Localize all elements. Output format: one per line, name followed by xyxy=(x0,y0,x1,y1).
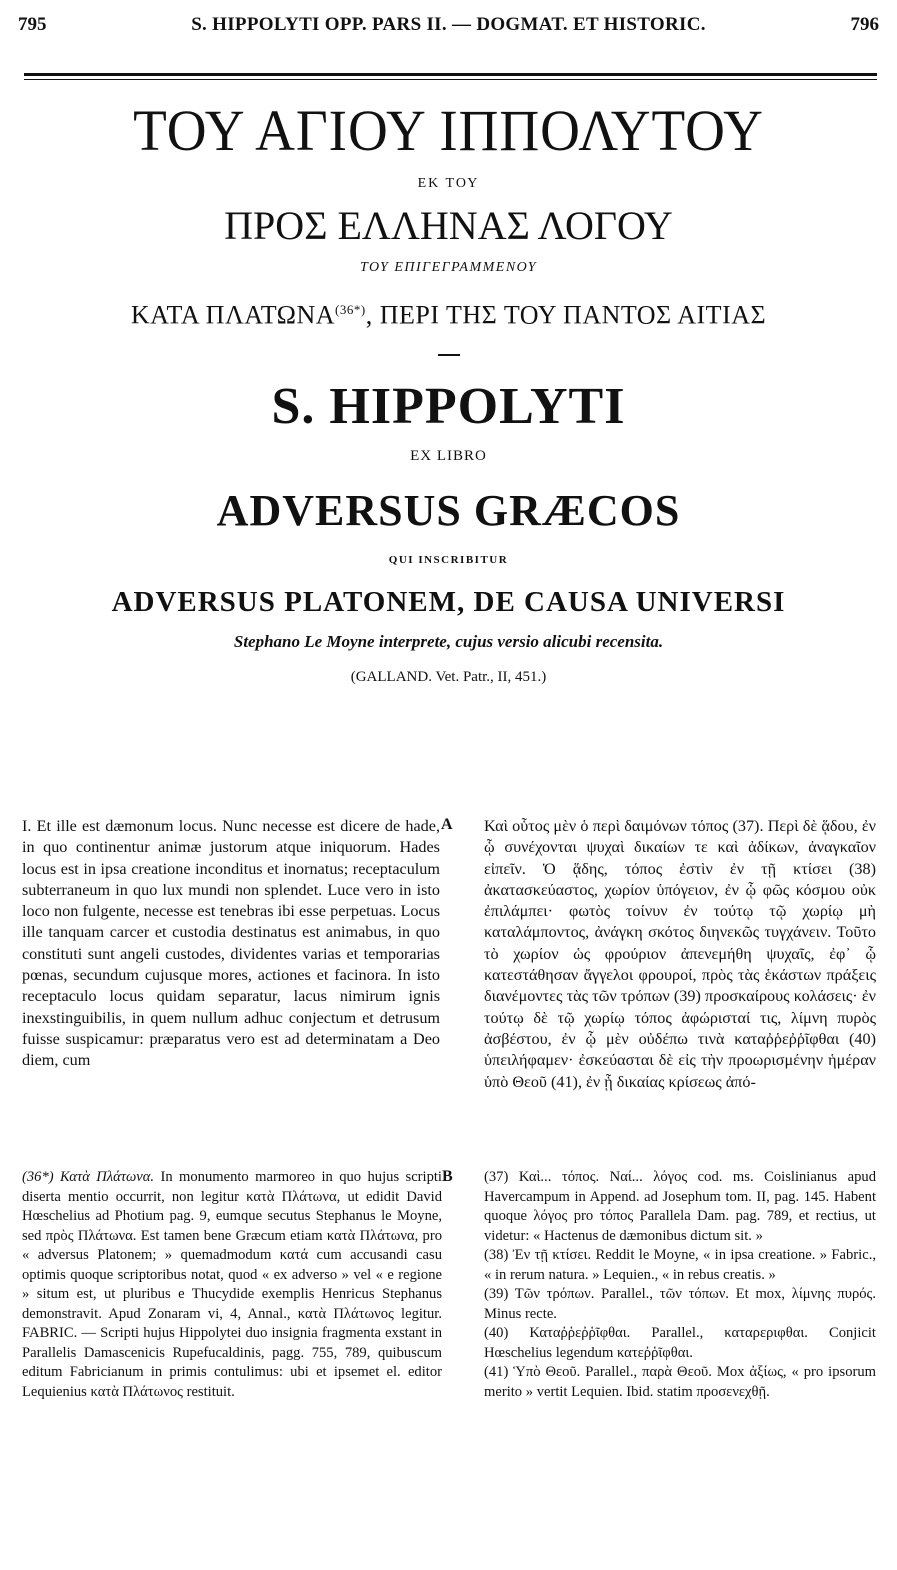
greek-epigr: ΤΟΥ ΕΠΙΓΕΓΡΑΜΜΕΝΟΥ xyxy=(359,260,537,275)
greek-kata xyxy=(0,290,897,336)
footnote-36-text: In monumento marmoreo in quo hujus scripti diserta mentio occurrit, non legitur κατὰ Πλάτωνα, ut edidit David Hœschelius ad Photium pag. 9, eumque secutus Stephanus le Moyne, sed πρὸς Πλάτωνα. Est tamen bene Græcum etiam κατὰ Πλάτωνα, pro « adversus Platonem; » quemadmodum κατά cum accusandi casu optimis quoque scriptoribus notat, quod « ex adverso » vel « e regione » situm est, ut pluribus e Thucydide exemplis Henricus Stephanus demonstravit. Apud Zonaram vi, 4, Annal., κατὰ Πλάτωνος legitur. FABRIC. — Scripti hujus Hippolytei duo insignia fragmenta exstant in Parallelis Damascenicis Rupefucaldinis, pagg. 755, 789, quibuscum editum Fabricianum in primis contulimus: ubi et ipsemet el. editor Lequienius κατὰ Πλάτωνος restituit. xyxy=(22,1169,442,1400)
greek-kata-b: , ΠΕΡΙ ΤΗΣ ΤΟΥ ΠΑΝΤΟΣ ΑΙΤΙΑΣ xyxy=(365,300,767,330)
greek-ek: ΕΚ ΤΟΥ xyxy=(417,176,480,191)
page-number-left: 795 xyxy=(18,14,47,35)
greek-paragraph: Καὶ οὗτος μὲν ὁ περὶ δαιμόνων τόπος (37). Περὶ δὲ ᾅδου, ἐν ᾧ συνέχονται ψυχαὶ δικαίων τε καὶ ἀδίκων, ἀναγκαῖον εἰπεῖν. Ὁ ᾅδης, τόπος ἐστὶν ἐν τῇ κτίσει (38) ἀκατασκεύαστος, χωρίον ὑπόγειον, ἐν ᾧ φῶς κόσμου οὐκ ἐπιλάμπει· φωτὸς τοίνυν ἐν τούτῳ τῷ χωρίῳ μὴ καταλάμποντος, ἀνάγκη σκότος διηνεκῶς τυγχάνειν. Τοῦτο τὸ χωρίον ὡς φρούριον ἀπενεμήθη ψυχαῖς, ἐφ᾽ ᾧ κατεστάθησαν ἄγγελοι φρουροί, πρὸς τὰς ἑκάστων πράξεις διανέμοντες τὰς τῶν τρόπων (39) προσκαίρους κολάσεις· ἐν τούτῳ δὲ τῷ χωρίῳ τόπος ἀφώρισταί τις, λίμνη πυρὸς ἀσβέστου, ἐν ᾧ μὲν οὐδέπω τινὰ καταῤῥεῤῥῖφθαι (40) ὑπειλήφαμεν· ἐσκεύασται δὲ εἰς τὴν προωρισμένην ἡμέραν ὑπὸ Θεοῦ (41), ἐν ᾗ δικαίας κρίσεως ἀπό- xyxy=(484,817,876,1091)
greek-kata-a: ΚΑΤΑ ΠΛΑΤΩΝΑ xyxy=(130,300,336,330)
latin-adversus-graecos: ADVERSUS GRÆCOS xyxy=(216,485,681,535)
header-rule-thin xyxy=(24,79,877,80)
latin-adversus-platonem: ADVERSUS PLATONEM, DE CAUSA UNIVERSI xyxy=(111,585,786,618)
interpreter-note: Stephano Le Moyne interprete, cujus versio alicubi recensita. xyxy=(233,631,664,651)
footnotes-right xyxy=(484,1168,876,1402)
title-divider xyxy=(438,354,460,356)
running-header xyxy=(18,14,879,42)
running-title: S. HIPPOLYTI OPP. PARS II. — DOGMAT. ET HISTORIC. xyxy=(191,14,706,35)
greek-column xyxy=(484,816,876,1093)
margin-marker-b: B xyxy=(442,1168,453,1185)
footnote-40: (40) Καταῤῥεῤῥῖφθαι. Parallel., καταρεριφθαι. Conjicit Hœschelius legendum κατεῤῥῖφθαι. xyxy=(484,1325,876,1361)
margin-marker-a: A xyxy=(441,816,453,833)
greek-title: ΤΟΥ ΑΓΙΟΥ ΙΠΠΟΛΥΤΟΥ xyxy=(133,98,764,163)
greek-logos: ΠΡΟΣ ΕΛΛΗΝΑΣ ΛΟΓΟΥ xyxy=(224,203,673,248)
latin-column xyxy=(22,816,440,1072)
page-number-right: 796 xyxy=(850,14,879,35)
latin-paragraph: I. Et ille est dæmonum locus. Nunc necesse est dicere de hade, in quo continentur animæ justorum atque iniquorum. Hades locus est in ipsa creatione inconditus et inornatus; receptaculum subterraneum in quo lux mundi non splendet. Luce vero in isto loco non fulgente, necesse est tenebras ibi esse perpetuas. Locus ille tanquam carcer et custodia destinatus est animabus, in quo constituti sunt angeli custodes, dividentes varias et temporarias pœnas, secundum cujusque mores, actiones et facinora. In isto receptaculo locus quidam separatur, lacus nimirum ignis inexstinguibilis, in quem nullum adhuc conjectum et detrusum fuisse suspicamur: præparatus vero est ad determinatam a Deo diem, cum xyxy=(22,817,440,1070)
footnote-37: (37) Καὶ... τόπος. Ναί... λόγος cod. ms. Coislinianus apud Havercampum in Append. ad Josephum tom. II, pag. 145. Habent quoque λόγος pro τόπος Parallela Dam. pag. 789, et rectius, ut videtur: « Hactenus de dæmonibus dictum sit. » xyxy=(484,1169,876,1244)
footnote-36 xyxy=(22,1168,442,1402)
latin-exlibro: EX LIBRO xyxy=(410,447,487,464)
footnote-38: (38) Ἐν τῇ κτίσει. Reddit le Moyne, « in ipsa creatione. » Fabric., « in rerum natura. » Lequien., « in rebus creatis. » xyxy=(484,1247,876,1283)
title-block xyxy=(0,96,897,690)
galland-reference: (GALLAND. Vet. Patr., II, 451.) xyxy=(350,668,547,685)
footnote-ref-36: (36*) xyxy=(335,302,366,317)
footnote-41: (41) Ὑπὸ Θεοῦ. Parallel., παρὰ Θεοῦ. Mox ἀξίως, « pro ipsorum merito » vertit Lequien. Ibid. statim προσενεχθῇ. xyxy=(484,1364,876,1400)
footnote-36-head: (36*) Κατὰ Πλάτωνα. xyxy=(22,1169,155,1185)
header-rule xyxy=(24,73,877,76)
latin-qui-inscribitur: QUI INSCRIBITUR xyxy=(388,553,509,566)
footnote-39: (39) Τῶν τρόπων. Parallel., τῶν τόπων. Et mox, λίμνης πυρός. Minus recte. xyxy=(484,1286,876,1322)
footnotes-left xyxy=(22,1168,442,1402)
latin-title: S. HIPPOLYTI xyxy=(271,377,626,435)
